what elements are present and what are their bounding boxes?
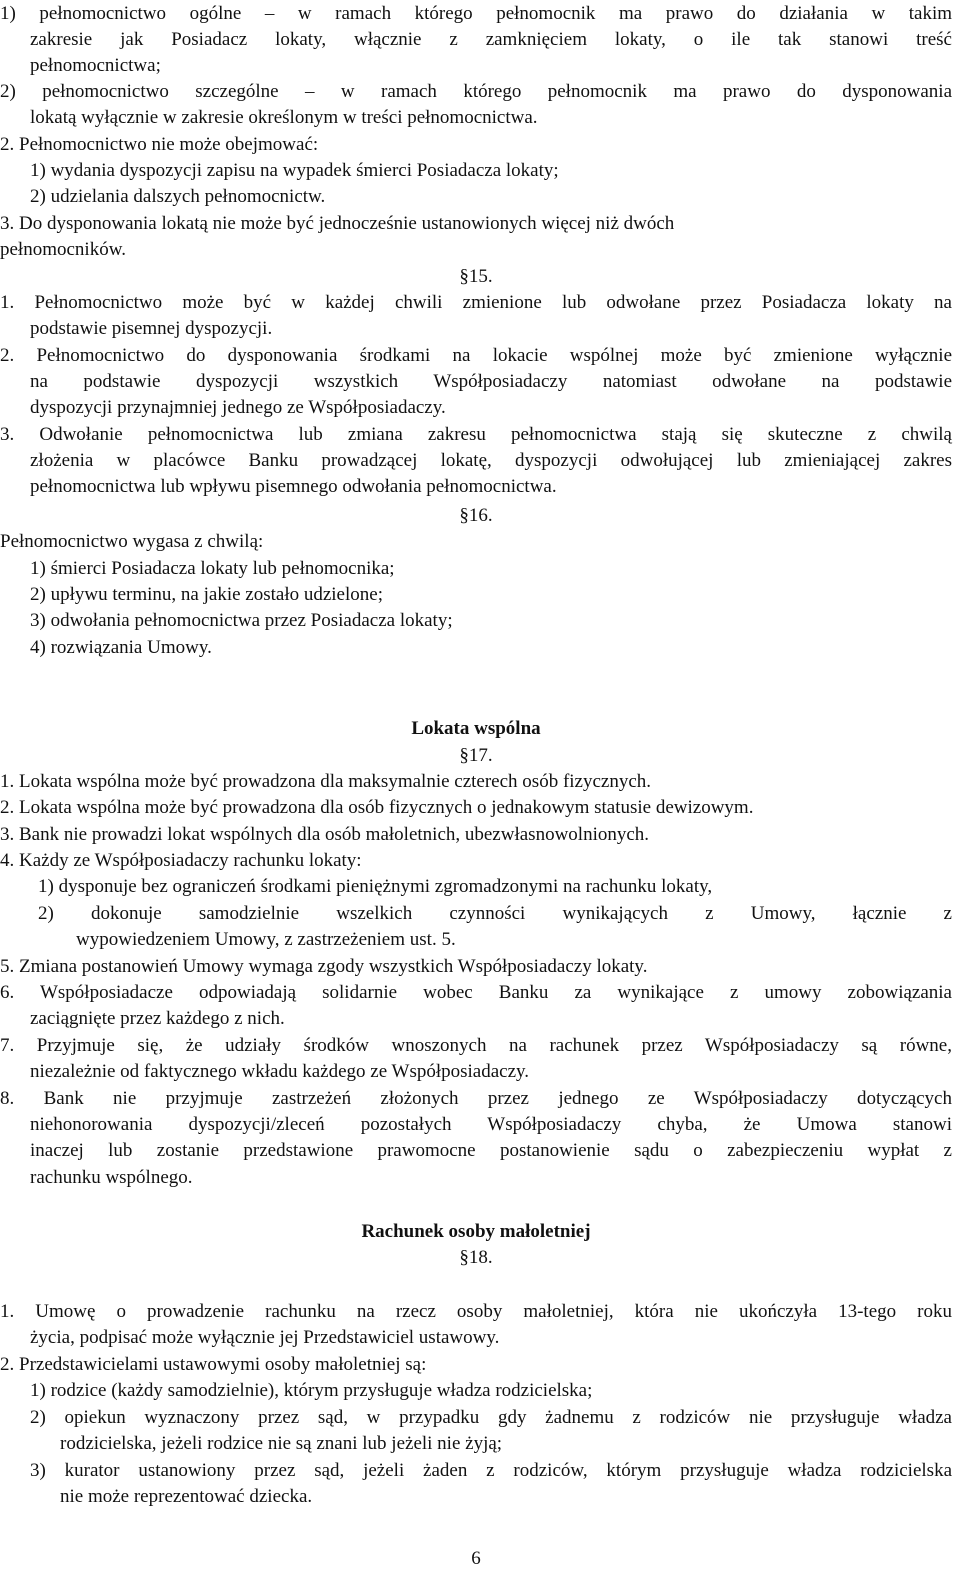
text-line: 2) udzielania dalszych pełnomocnictw.	[30, 186, 326, 207]
text-line: 1) rodzice (każdy samodzielnie), którym przysługuje władza rodzicielska;	[30, 1380, 593, 1401]
text-line: podstawie pisemnej dyspozycji.	[30, 318, 273, 339]
text-line: 3) odwołania pełnomocnictwa przez Posiadacza lokaty;	[30, 610, 453, 631]
text-line: zakresie jak Posiadacz lokaty, włącznie z zamknięciem lokaty, o ile tak stanowi treść	[30, 29, 952, 50]
text-line: 2. Pełnomocnictwo do dysponowania środkami na lokacie wspólnej może być zmienione wyłącznie	[0, 345, 952, 366]
text-line: pełnomocnictwa;	[30, 55, 161, 76]
text-line: 8. Bank nie przyjmuje zastrzeżeń złożonych przez jednego ze Współposiadaczy dotyczących	[0, 1088, 952, 1109]
text-line: wypowiedzeniem Umowy, z zastrzeżeniem ust. 5.	[76, 929, 456, 950]
text-line: 6. Współposiadacze odpowiadają solidarnie wobec Banku za wynikające z umowy zobowiązania	[0, 982, 952, 1003]
section-number: §17.	[459, 745, 493, 766]
text-line: 1) śmierci Posiadacza lokaty lub pełnomocnika;	[30, 558, 395, 579]
text-line: dyspozycji przynajmniej jednego ze Współposiadaczy.	[30, 397, 446, 418]
text-line: 2) dokonuje samodzielnie wszelkich czynności wynikających z Umowy, łącznie z	[38, 903, 952, 924]
text-line: 3. Odwołanie pełnomocnictwa lub zmiana zakresu pełnomocnictwa stają się skuteczne z chwilą	[0, 424, 952, 445]
text-line: nie może reprezentować dziecka.	[60, 1486, 313, 1507]
text-line: życia, podpisać może wyłącznie jej Przedstawiciel ustawowy.	[30, 1327, 500, 1348]
text-line: 1. Lokata wspólna może być prowadzona dla maksymalnie czterech osób fizycznych.	[0, 771, 652, 792]
section-heading: Lokata wspólna	[411, 718, 541, 739]
text-line: 2) pełnomocnictwo szczególne – w ramach którego pełnomocnik ma prawo do dysponowania	[0, 81, 952, 102]
text-line: 2) opiekun wyznaczony przez sąd, w przypadku gdy żadnemu z rodziców nie przysługuje władza	[30, 1407, 952, 1428]
text-line: pełnomocników.	[0, 239, 126, 260]
text-line: rachunku wspólnego.	[30, 1167, 193, 1188]
text-line: 3) kurator ustanowiony przez sąd, jeżeli żaden z rodziców, którym przysługuje władza rodzicielska	[30, 1460, 952, 1481]
text-line: 4) rozwiązania Umowy.	[30, 637, 212, 658]
text-line: 5. Zmiana postanowień Umowy wymaga zgody wszystkich Współposiadaczy lokaty.	[0, 956, 648, 977]
text-line: 4. Każdy ze Współposiadaczy rachunku lokaty:	[0, 850, 362, 871]
text-line: zaciągnięte przez każdego z nich.	[30, 1008, 285, 1029]
text-line: 1. Umowę o prowadzenie rachunku na rzecz osoby małoletniej, która nie ukończyła 13-tego roku	[0, 1301, 952, 1322]
text-line: 1. Pełnomocnictwo może być w każdej chwili zmienione lub odwołane przez Posiadacza lokaty na	[0, 292, 952, 313]
section-number: §18.	[459, 1247, 493, 1268]
text-line: 2. Przedstawicielami ustawowymi osoby małoletniej są:	[0, 1354, 427, 1375]
text-line: rodzicielska, jeżeli rodzice nie są znani lub jeżeli nie żyją;	[60, 1433, 503, 1454]
text-line: niehonorowania dyspozycji/zleceń pozostałych Współposiadaczy chyba, że Umowa stanowi	[30, 1114, 952, 1135]
text-line: 7. Przyjmuje się, że udziały środków wnoszonych na rachunek przez Współposiadaczy są równe,	[0, 1035, 952, 1056]
section-number: §16.	[459, 505, 493, 526]
page-number: 6	[471, 1548, 481, 1569]
text-line: inaczej lub zostanie przedstawione prawomocne postanowienie sądu o zabezpieczeniu wypłat z	[30, 1140, 952, 1161]
text-line: 2) upływu terminu, na jakie zostało udzielone;	[30, 584, 383, 605]
section-number: §15.	[459, 266, 493, 287]
text-line: złożenia w placówce Banku prowadzącej lokatę, dyspozycji odwołującej lub zmieniającej zakres	[30, 450, 952, 471]
text-line: Pełnomocnictwo wygasa z chwilą:	[0, 531, 264, 552]
text-line: 3. Bank nie prowadzi lokat wspólnych dla osób małoletnich, ubezwłasnowolnionych.	[0, 824, 650, 845]
text-line: 3. Do dysponowania lokatą nie może być jednocześnie ustanowionych więcej niż dwóch	[0, 213, 675, 234]
text-line: pełnomocnictwa lub wpływu pisemnego odwołania pełnomocnictwa.	[30, 476, 557, 497]
text-line: lokatą wyłącznie w zakresie określonym w treści pełnomocnictwa.	[30, 107, 538, 128]
text-line: 1) dysponuje bez ograniczeń środkami pieniężnymi zgromadzonymi na rachunku lokaty,	[38, 876, 713, 897]
text-line: niezależnie od faktycznego wkładu każdego ze Współposiadaczy.	[30, 1061, 530, 1082]
text-line: 1) pełnomocnictwo ogólne – w ramach którego pełnomocnik ma prawo do działania w takim	[0, 3, 952, 24]
text-line: 2. Lokata wspólna może być prowadzona dla osób fizycznych o jednakowym statusie dewizowym.	[0, 797, 754, 818]
text-line: 1) wydania dyspozycji zapisu na wypadek śmierci Posiadacza lokaty;	[30, 160, 559, 181]
text-line: 2. Pełnomocnictwo nie może obejmować:	[0, 134, 319, 155]
text-line: na podstawie dyspozycji wszystkich Współposiadaczy natomiast odwołane na podstawie	[30, 371, 952, 392]
section-heading: Rachunek osoby małoletniej	[361, 1221, 591, 1242]
